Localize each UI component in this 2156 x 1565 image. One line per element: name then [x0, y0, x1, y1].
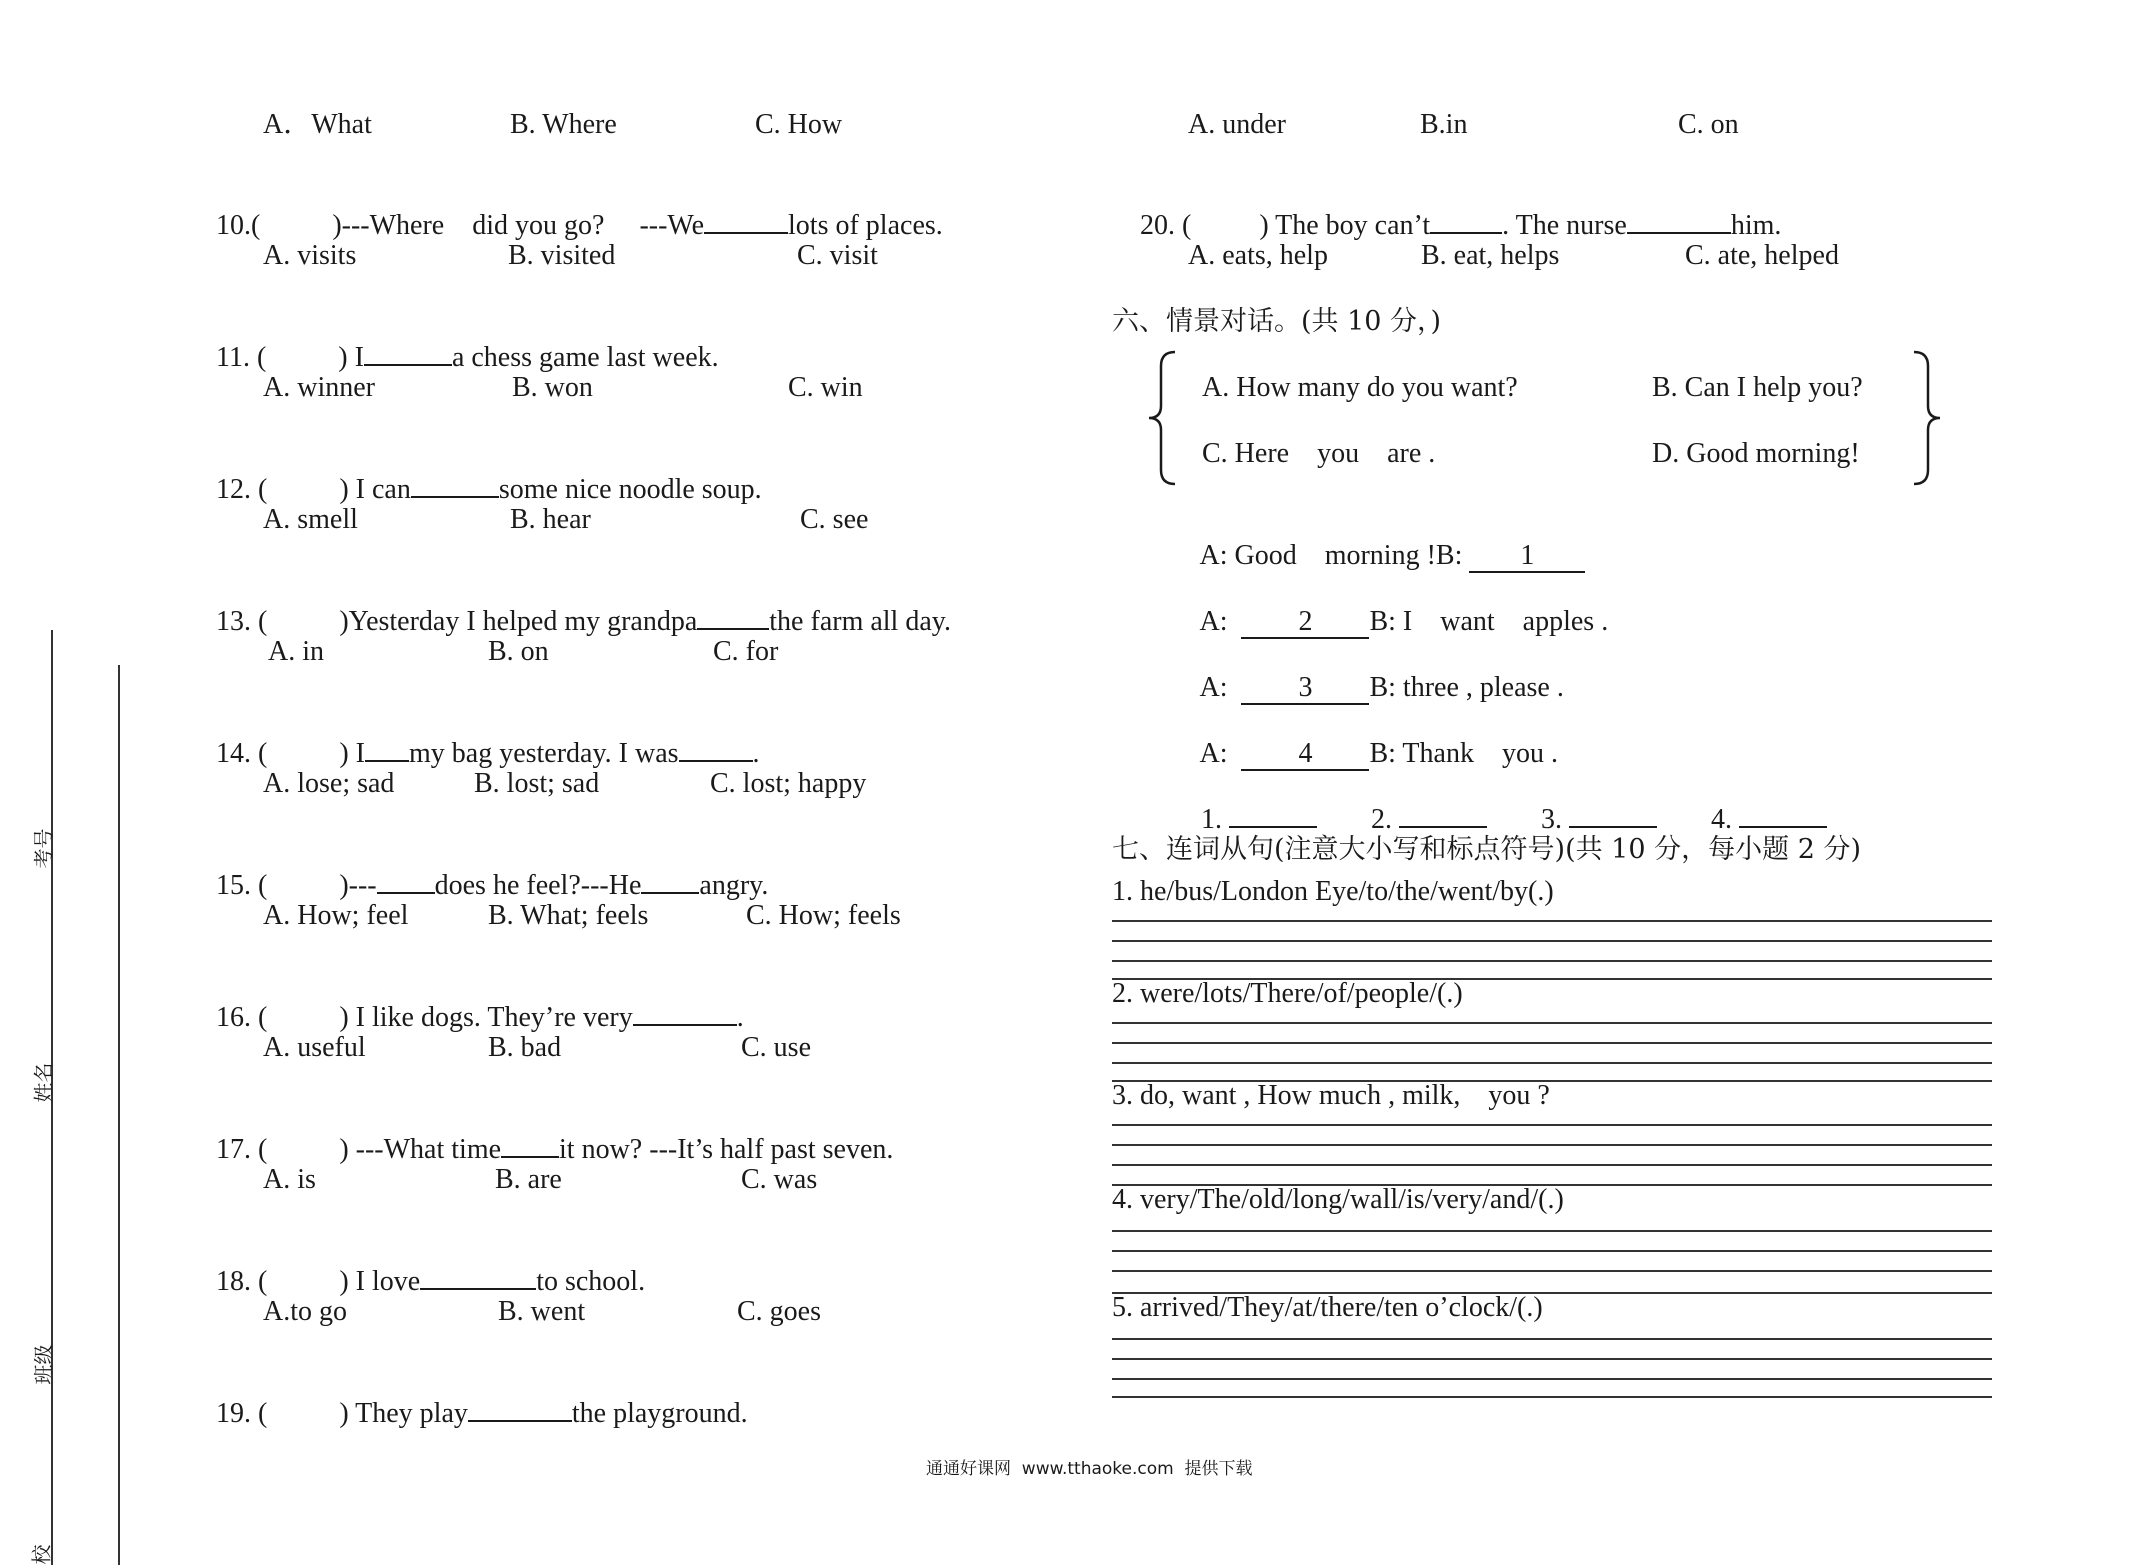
q11-option-c: C. win — [788, 372, 863, 403]
question-17: 17. ( ) ---What time it now? ---It’s half past seven. — [216, 1134, 894, 1165]
answer-blank[interactable] — [1430, 208, 1502, 234]
answer-blank[interactable] — [364, 340, 452, 366]
q10-option-a: A. visits — [263, 240, 357, 271]
q10-option-b: B. visited — [508, 240, 616, 271]
choice-c: C. Here you are . — [1202, 438, 1436, 469]
q19-option-b: B.in — [1420, 109, 1468, 140]
section-6-title: 六、情景对话。(共 10 分，) — [1112, 306, 1442, 337]
dialogue-blank-1[interactable]: 1 — [1469, 541, 1585, 573]
q16-option-a: A. useful — [263, 1032, 366, 1063]
q11-option-a: A. winner — [263, 372, 375, 403]
q19-option-a: A. under — [1188, 109, 1286, 140]
writing-line[interactable] — [1112, 1396, 1992, 1398]
writing-line[interactable] — [1112, 940, 1992, 942]
writing-line[interactable] — [1112, 1124, 1992, 1126]
answer-blank[interactable] — [365, 736, 409, 762]
q16-option-b: B. bad — [488, 1032, 562, 1063]
reorder-item-2: 2. were/lots/There/of/people/(.) — [1112, 978, 1463, 1009]
reorder-item-1: 1. he/bus/London Eye/to/the/went/by(.) — [1112, 876, 1554, 907]
q17-option-a: A. is — [263, 1164, 316, 1195]
question-20: 20. ( ) The boy can’t . The nurse him. — [1140, 210, 1782, 241]
side-label-class: 班级 — [31, 1344, 56, 1385]
question-19: 19. ( ) They play the playground. — [216, 1398, 748, 1429]
right-brace-icon — [1908, 350, 1944, 486]
answer-blank[interactable] — [411, 472, 499, 498]
answer-blank[interactable] — [468, 1396, 572, 1422]
q9-option-c: C. How — [755, 109, 843, 140]
dialogue-line-2: A: 2 B: I want apples . — [1199, 606, 1609, 637]
q19-option-c: C. on — [1678, 109, 1739, 140]
reorder-item-5: 5. arrived/They/at/there/ten o’clock/(.) — [1112, 1292, 1543, 1323]
dialogue-blank-3[interactable]: 3 — [1241, 673, 1369, 705]
q13-option-b: B. on — [488, 636, 549, 667]
choice-d: D. Good morning! — [1652, 438, 1860, 469]
answer-blank-2[interactable] — [1399, 802, 1487, 828]
choice-b: B. Can I help you? — [1652, 372, 1863, 403]
q20-option-b: B. eat, helps — [1421, 240, 1560, 271]
q9-option-b: B. Where — [510, 109, 617, 140]
q18-option-a: A.to go — [263, 1296, 347, 1327]
q15-option-a: A. How; feel — [263, 900, 409, 931]
reorder-item-3: 3. do, want , How much , milk, you ? — [1112, 1080, 1550, 1111]
writing-line[interactable] — [1112, 920, 1992, 922]
q9-option-a: A．What — [263, 109, 372, 140]
answer-blank[interactable] — [704, 208, 788, 234]
writing-line[interactable] — [1112, 1164, 1992, 1166]
q14-option-b: B. lost; sad — [474, 768, 600, 799]
question-12: 12. ( ) I can some nice noodle soup. — [216, 474, 762, 505]
question-11: 11. ( ) I a chess game last week. — [216, 342, 719, 373]
writing-line[interactable] — [1112, 1358, 1992, 1360]
question-10: 10.( )---Where did you go? ---We lots of places. — [216, 210, 943, 241]
q12-option-a: A. smell — [263, 504, 358, 535]
answer-blank[interactable] — [697, 604, 769, 630]
answer-blank[interactable] — [641, 868, 699, 894]
writing-line[interactable] — [1112, 1022, 1992, 1024]
writing-line[interactable] — [1112, 1270, 1992, 1272]
answer-blank-1[interactable] — [1229, 802, 1317, 828]
q12-option-c: C. see — [800, 504, 869, 535]
writing-line[interactable] — [1112, 1062, 1992, 1064]
binding-line-inner — [118, 665, 120, 1565]
question-18: 18. ( ) I love to school. — [216, 1266, 646, 1297]
q11-option-b: B. won — [512, 372, 593, 403]
answer-blank[interactable] — [633, 1000, 737, 1026]
dialogue-blank-2[interactable]: 2 — [1241, 607, 1369, 639]
q18-option-c: C. goes — [737, 1296, 821, 1327]
footer-watermark: 通通好课网 www.tthaoke.com 提供下载 — [926, 1459, 1253, 1479]
side-label-exam-number: 考号 — [31, 828, 56, 869]
left-brace-icon — [1145, 350, 1181, 486]
answer-blank-4[interactable] — [1739, 802, 1827, 828]
question-15: 15. ( )--- does he feel?---He angry. — [216, 870, 769, 901]
q16-option-c: C. use — [741, 1032, 811, 1063]
question-13: 13. ( )Yesterday I helped my grandpa the farm all day. — [216, 606, 951, 637]
answer-row: 1. 2. 3. 4. — [1173, 766, 1827, 874]
q10-option-c: C. visit — [797, 240, 878, 271]
section-7-title: 七、连词从句(注意大小写和标点符号)(共 10 分，每小题 2 分) — [1112, 834, 1861, 865]
answer-blank[interactable] — [377, 868, 435, 894]
q14-option-c: C. lost; happy — [710, 768, 867, 799]
q13-option-c: C. for — [713, 636, 779, 667]
answer-blank[interactable] — [420, 1264, 536, 1290]
dialogue-blank-4[interactable]: 4 — [1241, 739, 1369, 771]
writing-line[interactable] — [1112, 1230, 1992, 1232]
q14-option-a: A. lose; sad — [263, 768, 395, 799]
answer-blank[interactable] — [1627, 208, 1731, 234]
writing-line[interactable] — [1112, 1338, 1992, 1340]
question-16: 16. ( ) I like dogs. They’re very . — [216, 1002, 744, 1033]
q13-option-a: A. in — [268, 636, 324, 667]
side-label-school: 校 — [29, 1544, 54, 1565]
writing-line[interactable] — [1112, 1042, 1992, 1044]
dialogue-line-1: A: Good morning !B: 1 — [1173, 502, 1585, 610]
reorder-item-4: 4. very/The/old/long/wall/is/very/and/(.) — [1112, 1184, 1564, 1215]
answer-blank[interactable] — [679, 736, 753, 762]
writing-line[interactable] — [1112, 1144, 1992, 1146]
writing-line[interactable] — [1112, 960, 1992, 962]
side-label-name: 姓名 — [31, 1062, 56, 1103]
writing-line[interactable] — [1112, 1250, 1992, 1252]
choice-a: A. How many do you want? — [1202, 372, 1518, 403]
q17-option-c: C. was — [741, 1164, 818, 1195]
q17-option-b: B. are — [495, 1164, 562, 1195]
q12-option-b: B. hear — [510, 504, 591, 535]
answer-blank-3[interactable] — [1569, 802, 1657, 828]
writing-line[interactable] — [1112, 1378, 1992, 1380]
answer-blank[interactable] — [501, 1132, 559, 1158]
q15-option-b: B. What; feels — [488, 900, 649, 931]
dialogue-line-3: A: 3 B: three , please . — [1199, 672, 1564, 703]
q18-option-b: B. went — [498, 1296, 586, 1327]
q15-option-c: C. How; feels — [746, 900, 901, 931]
dialogue-line-4: A: 4 B: Thank you . — [1199, 738, 1558, 769]
q20-option-c: C. ate, helped — [1685, 240, 1839, 271]
q20-option-a: A. eats, help — [1188, 240, 1328, 271]
question-14: 14. ( ) I my bag yesterday. I was . — [216, 738, 760, 769]
